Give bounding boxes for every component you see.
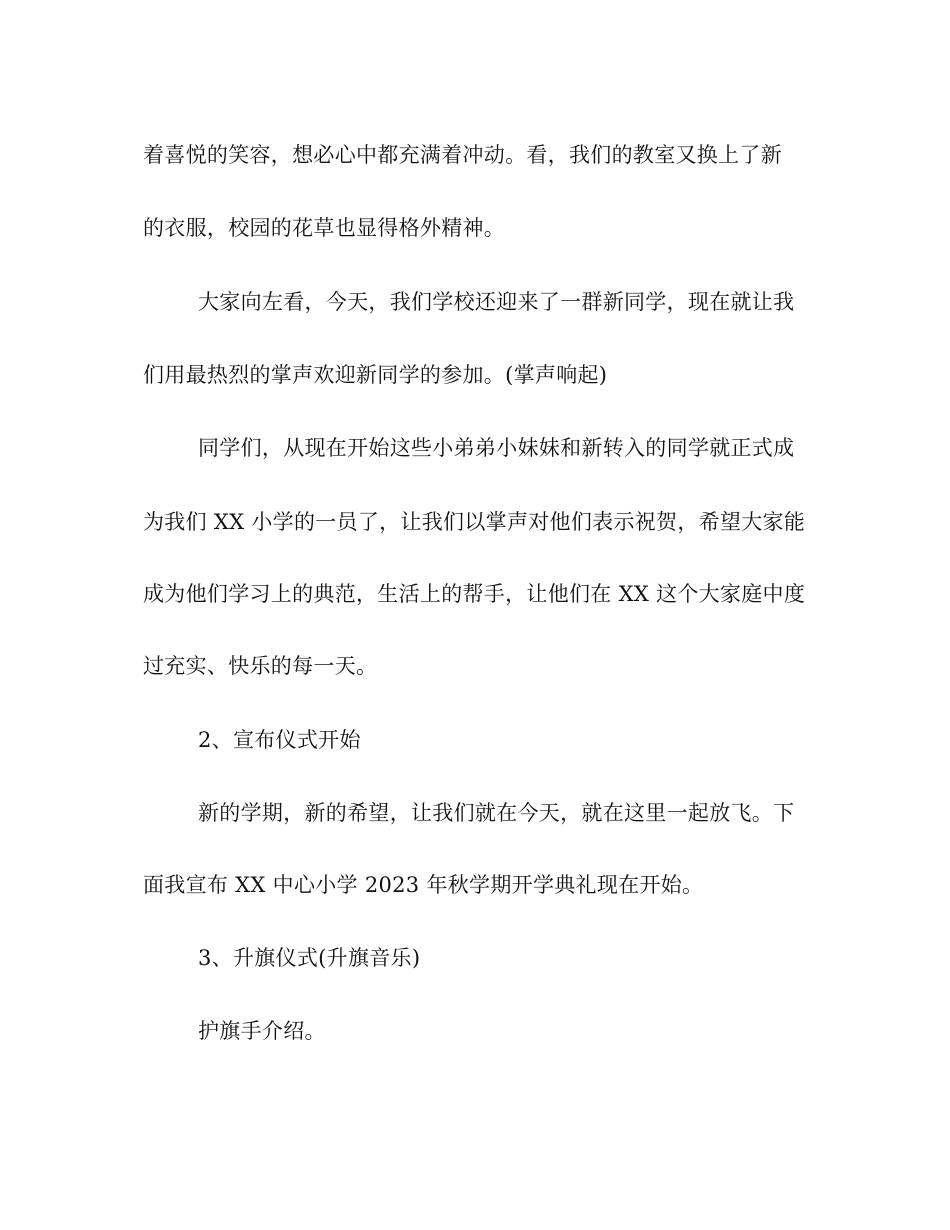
section-heading: 3、升旗仪式(升旗音乐) <box>198 946 421 970</box>
paragraph-line: 的衣服，校园的花草也显得格外精神。 <box>143 216 506 240</box>
paragraph-line: 成为他们学习上的典范，生活上的帮手，让他们在 XX 这个大家庭中度 <box>143 582 806 606</box>
paragraph-line: 们用最热烈的掌声欢迎新同学的参加。(掌声响起) <box>143 363 608 387</box>
paragraph-line: 面我宣布 XX 中心小学 2023 年秋学期开学典礼现在开始。 <box>143 873 704 897</box>
paragraph-line: 为我们 XX 小学的一员了，让我们以掌声对他们表示祝贺，希望大家能 <box>143 510 806 534</box>
paragraph-line: 着喜悦的笑容，想必心中都充满着冲动。看，我们的教室又换上了新 <box>143 143 782 167</box>
paragraph-line: 大家向左看，今天，我们学校还迎来了一群新同学，现在就让我 <box>198 290 795 314</box>
paragraph-line: 新的学期，新的希望，让我们就在今天，就在这里一起放飞。下 <box>198 801 795 825</box>
paragraph-line: 过充实、快乐的每一天。 <box>143 654 378 678</box>
paragraph-line: 同学们，从现在开始这些小弟弟小妹妹和新转入的同学就正式成 <box>198 436 795 460</box>
paragraph-line: 护旗手介绍。 <box>198 1019 326 1043</box>
section-heading: 2、宣布仪式开始 <box>198 728 361 752</box>
